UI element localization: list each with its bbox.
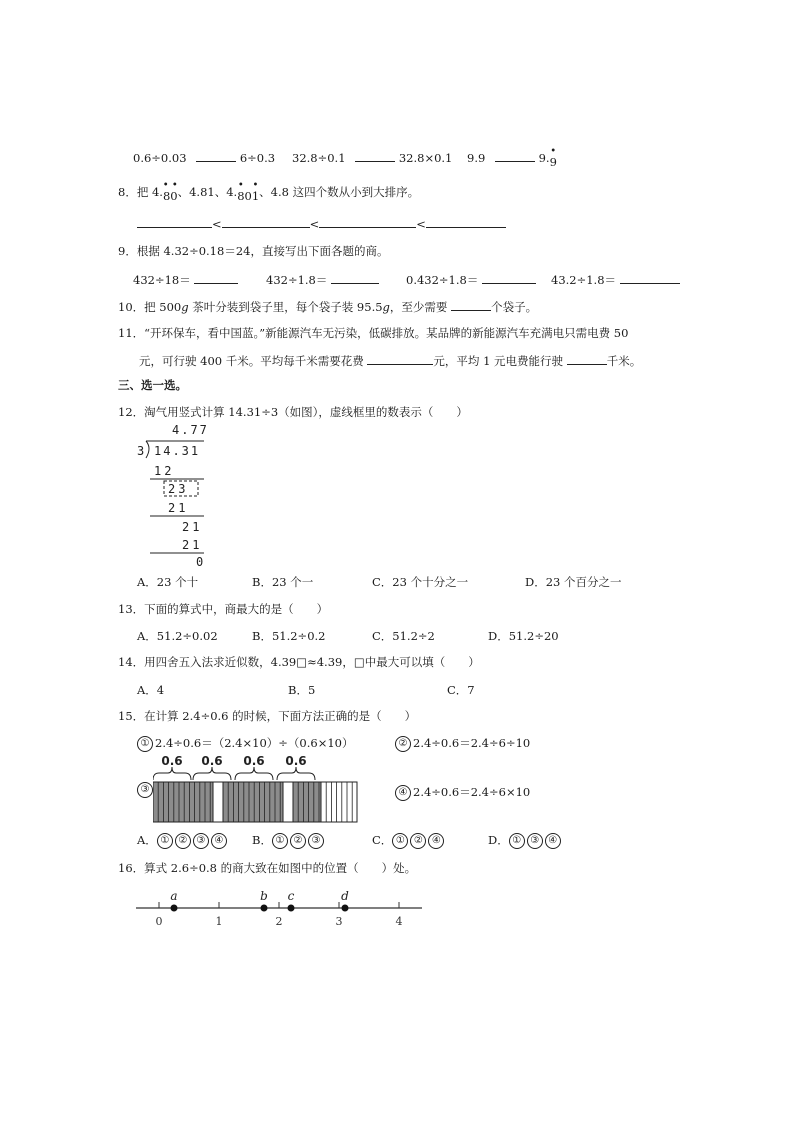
brace-label-3: 0.6 — [243, 754, 265, 768]
q8-blank-4[interactable] — [426, 214, 506, 228]
q15-method-1: ① 2.4÷0.6＝（2.4×10）÷（0.6×10） — [137, 735, 353, 752]
q13-option-c[interactable]: C．51.2÷2 — [372, 629, 435, 643]
q11-blank-2[interactable] — [567, 351, 607, 365]
q7-row — [133, 148, 275, 165]
shaded-group-3 — [293, 782, 321, 822]
q15-method-3-label: ③ — [137, 782, 155, 798]
q9-item-4: 43.2÷1.8＝ — [551, 270, 680, 288]
q15-option-d[interactable]: D． ① ③ ④ — [488, 832, 563, 849]
tick-label-2: 2 — [275, 915, 283, 928]
q12-option-b[interactable]: B．23 个一 — [252, 575, 314, 589]
divisor: 3 — [137, 444, 145, 458]
step-row-4: 21 — [182, 520, 203, 534]
q12-option-d[interactable]: D．23 个百分之一 — [525, 575, 622, 589]
division-bracket — [146, 441, 149, 458]
q12-option-c[interactable]: C．23 个十分之一 — [372, 575, 469, 589]
shaded-group-1 — [153, 782, 213, 822]
q14-stem: 14．用四舍五入法求近似数，4.39□≈4.39，□中最大可以填（ ） — [118, 655, 480, 669]
q8-blank-1[interactable] — [137, 214, 212, 228]
tick-label-4: 4 — [395, 915, 403, 928]
q7-expr-5: 9.9 — [467, 151, 486, 165]
step-row-3: 21 — [168, 501, 189, 515]
q16-stem: 16．算式 2.6÷0.8 的商大致在如图中的位置（ ）处。 — [118, 861, 417, 875]
brace-label-2: 0.6 — [201, 754, 223, 768]
tick-label-1: 1 — [215, 915, 223, 928]
q7-blank-2[interactable] — [355, 148, 395, 162]
dividend: 14.31 — [154, 444, 201, 458]
q7-expr-2: 6÷0.3 — [239, 151, 276, 165]
tick-label-3: 3 — [335, 915, 343, 928]
point-label-d: d — [341, 889, 349, 903]
brace-2 — [193, 767, 231, 780]
step-row-1: 12 — [154, 464, 175, 478]
brace-1 — [153, 767, 191, 780]
point-a — [171, 905, 178, 912]
brace-3 — [235, 767, 273, 780]
q7-row-3 — [467, 146, 557, 169]
q7-repeating-digit: • 9 — [549, 146, 557, 169]
q13-option-d[interactable]: D．51.2÷20 — [488, 629, 559, 643]
q9-item-2: 432÷1.8＝ — [266, 270, 379, 288]
shaded-group-2 — [223, 782, 283, 822]
q15-stem: 15．在计算 2.4÷0.6 的时候，下面方法正确的是（ ） — [118, 709, 417, 723]
q11-line-2: 元，可行驶 400 千米。平均每千米需要花费 元，平均 1 元电费能行驶 千米。 — [139, 351, 641, 369]
q15-bar-diagram — [153, 752, 359, 826]
q7-blank-3[interactable] — [495, 148, 535, 162]
quotient: 4.77 — [172, 423, 209, 437]
step-row-2-boxed: 23 — [168, 482, 189, 496]
q13-option-b[interactable]: B．51.2÷0.2 — [252, 629, 326, 643]
q15-method-2: ② 2.4÷0.6＝2.4÷6÷10 — [395, 735, 530, 752]
q10-blank[interactable] — [451, 297, 491, 311]
q14-option-c[interactable]: C．7 — [447, 683, 475, 697]
q10-stem: 10．把 500g 茶叶分装到袋子里，每个袋子装 95.5g，至少需要 个袋子。 — [118, 297, 537, 315]
q14-option-b[interactable]: B．5 — [288, 683, 316, 697]
point-c — [288, 905, 295, 912]
point-b — [261, 905, 268, 912]
q7-expr-4: 32.8×0.1 — [398, 151, 453, 165]
point-label-a: a — [170, 889, 178, 903]
q15-method-4: ④ 2.4÷0.6＝2.4÷6×10 — [395, 784, 530, 801]
q9-item-3: 0.432÷1.8＝ — [406, 270, 536, 288]
q8-stem: 8．把 4. • • 80、4.81、4. • 80 • 1、4.8 这四个数从小到大排序。 — [118, 180, 420, 203]
long-division-figure — [132, 420, 212, 566]
q9-stem: 9．根据 4.32÷0.18＝24，直接写出下面各题的商。 — [118, 244, 389, 258]
q8-blank-3[interactable] — [319, 214, 416, 228]
q7-expr-6: 9. — [538, 151, 550, 165]
brace-4 — [277, 767, 315, 780]
remainder: 0 — [196, 555, 204, 566]
point-d — [342, 905, 349, 912]
q12-stem: 12．淘气用竖式计算 14.31÷3（如图），虚线框里的数表示（ ） — [118, 405, 468, 419]
brace-label-4: 0.6 — [285, 754, 307, 768]
point-label-c: c — [287, 889, 295, 903]
q15-option-b[interactable]: B． ① ② ③ — [252, 832, 326, 849]
brace-label-1: 0.6 — [161, 754, 183, 768]
number-line — [136, 880, 426, 930]
q8-answer-row: < < < — [137, 214, 506, 231]
q11-line-1: 11．“开环保车，看中国蓝。”新能源汽车无污染，低碳排放。某品牌的新能源汽车充满电只需电费 50 — [118, 326, 629, 340]
q7-row-2 — [292, 148, 452, 165]
q11-blank-1[interactable] — [367, 351, 433, 365]
q12-option-a[interactable]: A．23 个十 — [137, 575, 199, 589]
q13-stem: 13．下面的算式中，商最大的是（ ） — [118, 602, 329, 616]
q14-option-a[interactable]: A．4 — [137, 683, 165, 697]
point-label-b: b — [260, 889, 268, 903]
q7-expr-3: 32.8÷0.1 — [292, 151, 346, 165]
q15-option-a[interactable]: A． ① ② ③ ④ — [137, 832, 229, 849]
q7-expr-1: 0.6÷0.03 — [133, 151, 187, 165]
q9-item-1: 432÷18＝ — [133, 270, 238, 288]
q8-blank-2[interactable] — [222, 214, 310, 228]
q13-option-a[interactable]: A．51.2÷0.02 — [137, 629, 218, 643]
step-row-5: 21 — [182, 538, 203, 552]
section-title: 三、选一选。 — [118, 378, 187, 392]
tick-label-0: 0 — [155, 915, 163, 928]
q7-blank-1[interactable] — [196, 148, 236, 162]
q15-option-c[interactable]: C． ① ② ④ — [372, 832, 446, 849]
q8-repeating-80: • • 80 — [162, 180, 178, 203]
